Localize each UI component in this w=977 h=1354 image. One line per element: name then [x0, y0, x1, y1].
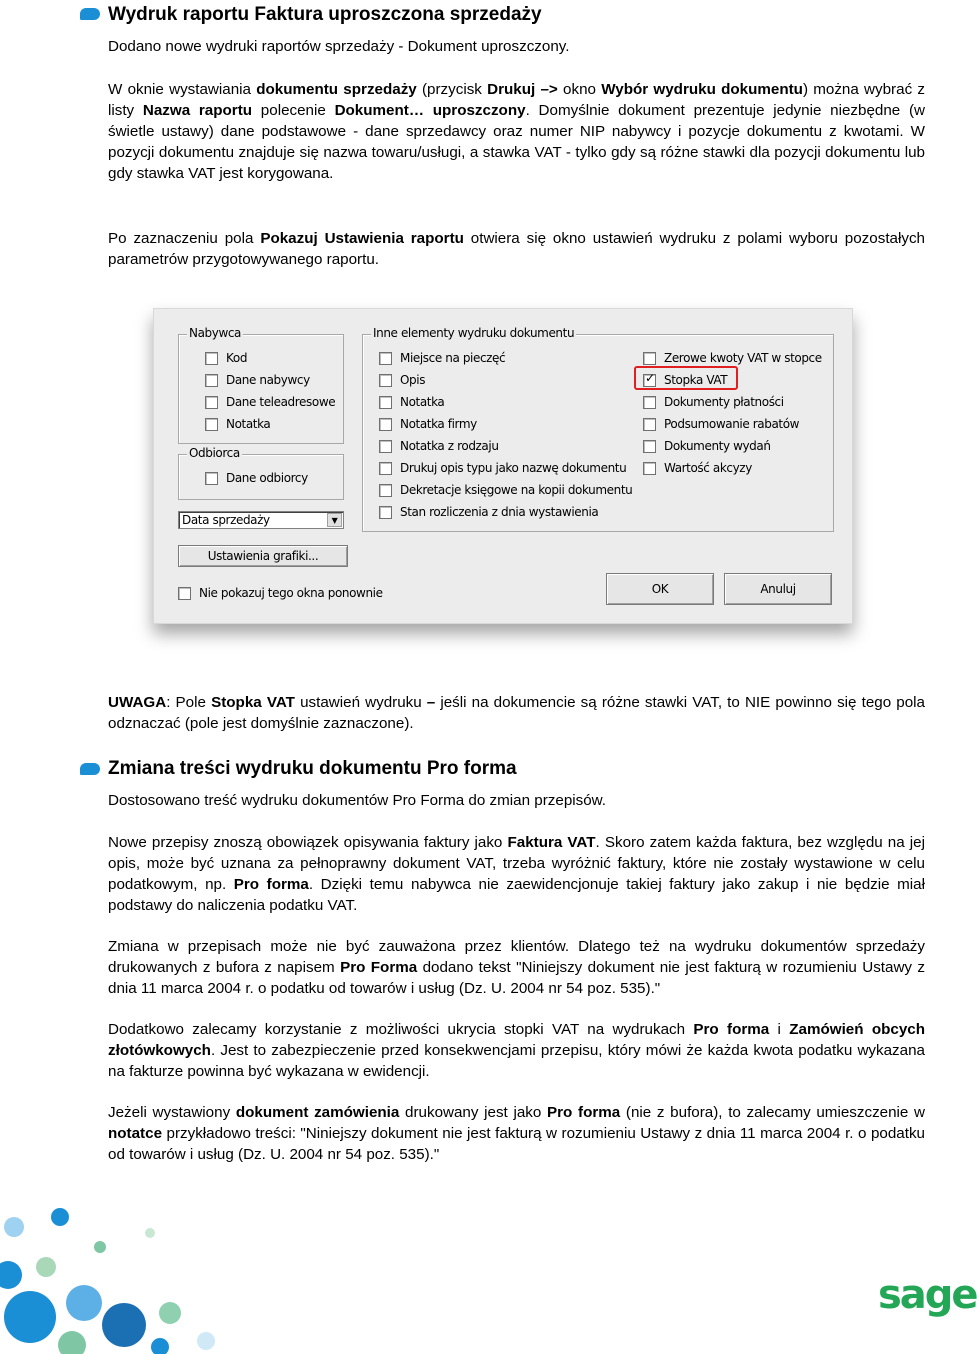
checkbox-kod-box[interactable] [205, 352, 218, 365]
checkbox-dekretacje-ksiegowe[interactable]: Dekretacje księgowe na kopii dokumentu [379, 482, 632, 498]
group-inne-elementy-title: Inne elementy wydruku dokumentu [373, 326, 575, 340]
cancel-button[interactable]: Anuluj [724, 573, 832, 605]
bubble-shape [58, 1331, 86, 1354]
checkmark-icon: ✓ [645, 370, 655, 385]
checkbox-dont-show-again-box[interactable] [178, 587, 191, 600]
note-paragraph: UWAGA: Pole Stopka VAT ustawień wydruku – jeśli na dokumencie są różne stawki VAT, to NIE powinno się tego pola odznaczać (pole jest domyślnie zaznaczone). [108, 694, 925, 732]
checkbox-dont-show-again[interactable]: Nie pokazuj tego okna ponownie [178, 585, 383, 601]
checkbox-dane-odbiorcy-box[interactable] [205, 472, 218, 485]
checkbox-stopka-vat-box[interactable] [643, 370, 656, 387]
paragraph-pro-forma-rules: Nowe przepisy znoszą obowiązek opisywania faktury jako Faktura VAT. Skoro zatem każda faktura, bez względu na jej opis, może być uznana za pełnoprawny dokument VAT, trzeba wyróżnić faktury, które nie zostały wystawione w celu podatkowym, np. Pro forma. Dzięki temu nabywca nie zaewidencjonuje takiej faktury jako zakup i nie będzie miał podstawy do naliczenia podatku VAT. [108, 834, 926, 914]
checkbox-notatka[interactable]: Notatka [379, 394, 444, 410]
checkbox-dekretacje-ksiegowe-box[interactable] [379, 484, 392, 497]
bubble-shape [36, 1257, 56, 1277]
checkbox-dokumenty-platnosci[interactable]: Dokumenty płatności [643, 394, 784, 410]
sage-logo: sage [878, 1272, 977, 1318]
paragraph-pro-forma-order: Jeżeli wystawiony dokument zamówienia drukowany jest jako Pro forma (nie z bufora), to zalecamy umieszczenie w notatce przykładowo treści: "Niniejszy dokument nie jest fakturą w rozumieniu Ustawy z dnia 11 marca 2004 r. o podatku od towarów i usług (Dz. U. 2004 nr 54 poz. 535)." [108, 1104, 926, 1163]
checkbox-dane-odbiorcy[interactable]: Dane odbiorcy [205, 470, 308, 486]
checkbox-zerowe-kwoty-vat-box[interactable] [643, 352, 656, 365]
checkbox-notatka-z-rodzaju[interactable]: Notatka z rodzaju [379, 438, 499, 454]
checkbox-dokumenty-wydan[interactable]: Dokumenty wydań [643, 438, 771, 454]
section-title-faktura-uproszczona: Wydruk raportu Faktura uproszczona sprzedaży [108, 4, 542, 25]
checkbox-opis[interactable]: Opis [379, 372, 425, 388]
date-type-select[interactable]: Data sprzedaży ▼ [178, 511, 344, 529]
checkbox-notatka-firmy-box[interactable] [379, 418, 392, 431]
checkbox-dane-nabywcy[interactable]: Dane nabywcy [205, 372, 310, 388]
checkbox-notatka-firmy[interactable]: Notatka firmy [379, 416, 477, 432]
checkbox-kod[interactable]: Kod [205, 350, 247, 366]
group-odbiorca-title: Odbiorca [189, 446, 240, 460]
paragraph-pro-forma-intro: Dostosowano treść wydruku dokumentów Pro Forma do zmian przepisów. [108, 792, 607, 809]
group-odbiorca [178, 446, 344, 500]
checkbox-zerowe-kwoty-vat[interactable]: Zerowe kwoty VAT w stopce [643, 350, 822, 366]
checkbox-dokumenty-platnosci-box[interactable] [643, 396, 656, 409]
checkbox-dane-teleadresowe-box[interactable] [205, 396, 218, 409]
paragraph-settings: Po zaznaczeniu pola Pokazuj Ustawienia raportu otwiera się okno ustawień wydruku z polami wyboru pozostałych parametrów przygotowywanego raportu. [108, 230, 925, 268]
bubble-shape [66, 1285, 102, 1321]
bubble-shape [51, 1208, 69, 1226]
checkbox-stopka-vat[interactable]: ✓ Stopka VAT [645, 370, 728, 387]
checkbox-stan-rozliczenia[interactable]: Stan rozliczenia z dnia wystawienia [379, 504, 598, 520]
bubble-shape [151, 1338, 169, 1354]
section-title-pro-forma: Zmiana treści wydruku dokumentu Pro forma [108, 758, 517, 779]
checkbox-podsumowanie-rabatow[interactable]: Podsumowanie rabatów [643, 416, 799, 432]
bubble-shape [102, 1303, 146, 1347]
paragraph-pro-forma-recommendation: Dodatkowo zalecamy korzystanie z możliwości ukrycia stopki VAT na wydrukach Pro forma i Zamówień obcych złotówkowych. Jest to zabezpieczenie przed konsekwencjami przepisu, który mówi że każda kwota podatku wykazana na fakturze powinna być wykazana w ewidencji. [108, 1021, 925, 1080]
checkbox-podsumowanie-rabatow-box[interactable] [643, 418, 656, 431]
checkbox-drukuj-opis-typu-box[interactable] [379, 462, 392, 475]
checkbox-stan-rozliczenia-box[interactable] [379, 506, 392, 519]
checkbox-notatka-nabywcy-box[interactable] [205, 418, 218, 431]
chevron-down-icon[interactable]: ▼ [327, 513, 342, 527]
checkbox-dane-teleadresowe[interactable]: Dane teleadresowe [205, 394, 335, 410]
bubble-shape [0, 1261, 22, 1289]
bubble-shape [4, 1217, 24, 1237]
report-settings-dialog [153, 308, 853, 624]
bubble-shape [145, 1228, 155, 1238]
report-settings-screenshot [153, 308, 853, 624]
paragraph-description: W oknie wystawiania dokumentu sprzedaży (przycisk Drukuj –> okno Wybór wydruku dokumentu) można wybrać z listy Nazwa raportu polecenie Dokument… uproszczony. Domyślnie dokument prezentuje jedynie niezbędne (w świetle ustawy) dane podstawowe - dane sprzedawcy oraz numer NIP nabywcy i pozycje dokumentu z kwotami. W pozycji dokumentu znajduje się nazwa towaru/usługi, a stawka VAT - tylko gdy są różne stawki dla pozycji dokumentu lub gdy stawka VAT jest korygowana. [108, 81, 925, 182]
checkbox-notatka-nabywcy[interactable]: Notatka [205, 416, 270, 432]
bubble-shape [159, 1302, 181, 1324]
checkbox-wartosc-akcyzy[interactable]: Wartość akcyzy [643, 460, 752, 476]
paragraph-pro-forma-change: Zmiana w przepisach może nie być zauważona przez klientów. Dlatego też na wydruku dokumentów sprzedaży drukowanych z bufora z napisem Pro Forma dodano tekst "Niniejszy dokument nie jest fakturą w rozumieniu Ustawy z dnia 11 marca 2004 r. o podatku od towarów i usług (Dz. U. 2004 nr 54 poz. 535)." [108, 938, 926, 997]
decorative-bubbles-icon [0, 1195, 260, 1354]
checkbox-notatka-z-rodzaju-box[interactable] [379, 440, 392, 453]
checkbox-dokumenty-wydan-box[interactable] [643, 440, 656, 453]
checkbox-miejsce-na-pieczec[interactable]: Miejsce na pieczęć [379, 350, 505, 366]
bubble-shape [94, 1241, 106, 1253]
graphics-settings-button[interactable]: Ustawienia grafiki... [178, 545, 348, 567]
section-bullet-icon [80, 763, 100, 775]
ok-button[interactable]: OK [606, 573, 714, 605]
group-inne-elementy [362, 326, 834, 532]
checkbox-notatka-box[interactable] [379, 396, 392, 409]
group-nabywca-title: Nabywca [189, 326, 242, 340]
bubble-shape [4, 1291, 56, 1343]
group-nabywca [178, 326, 344, 444]
checkbox-miejsce-na-pieczec-box[interactable] [379, 352, 392, 365]
checkbox-drukuj-opis-typu[interactable]: Drukuj opis typu jako nazwę dokumentu [379, 460, 626, 476]
checkbox-wartosc-akcyzy-box[interactable] [643, 462, 656, 475]
checkbox-dane-nabywcy-box[interactable] [205, 374, 218, 387]
bubble-shape [197, 1332, 215, 1350]
paragraph-intro: Dodano nowe wydruki raportów sprzedaży - Dokument uproszczony. [108, 38, 570, 55]
checkbox-opis-box[interactable] [379, 374, 392, 387]
section-bullet-icon [80, 8, 100, 20]
